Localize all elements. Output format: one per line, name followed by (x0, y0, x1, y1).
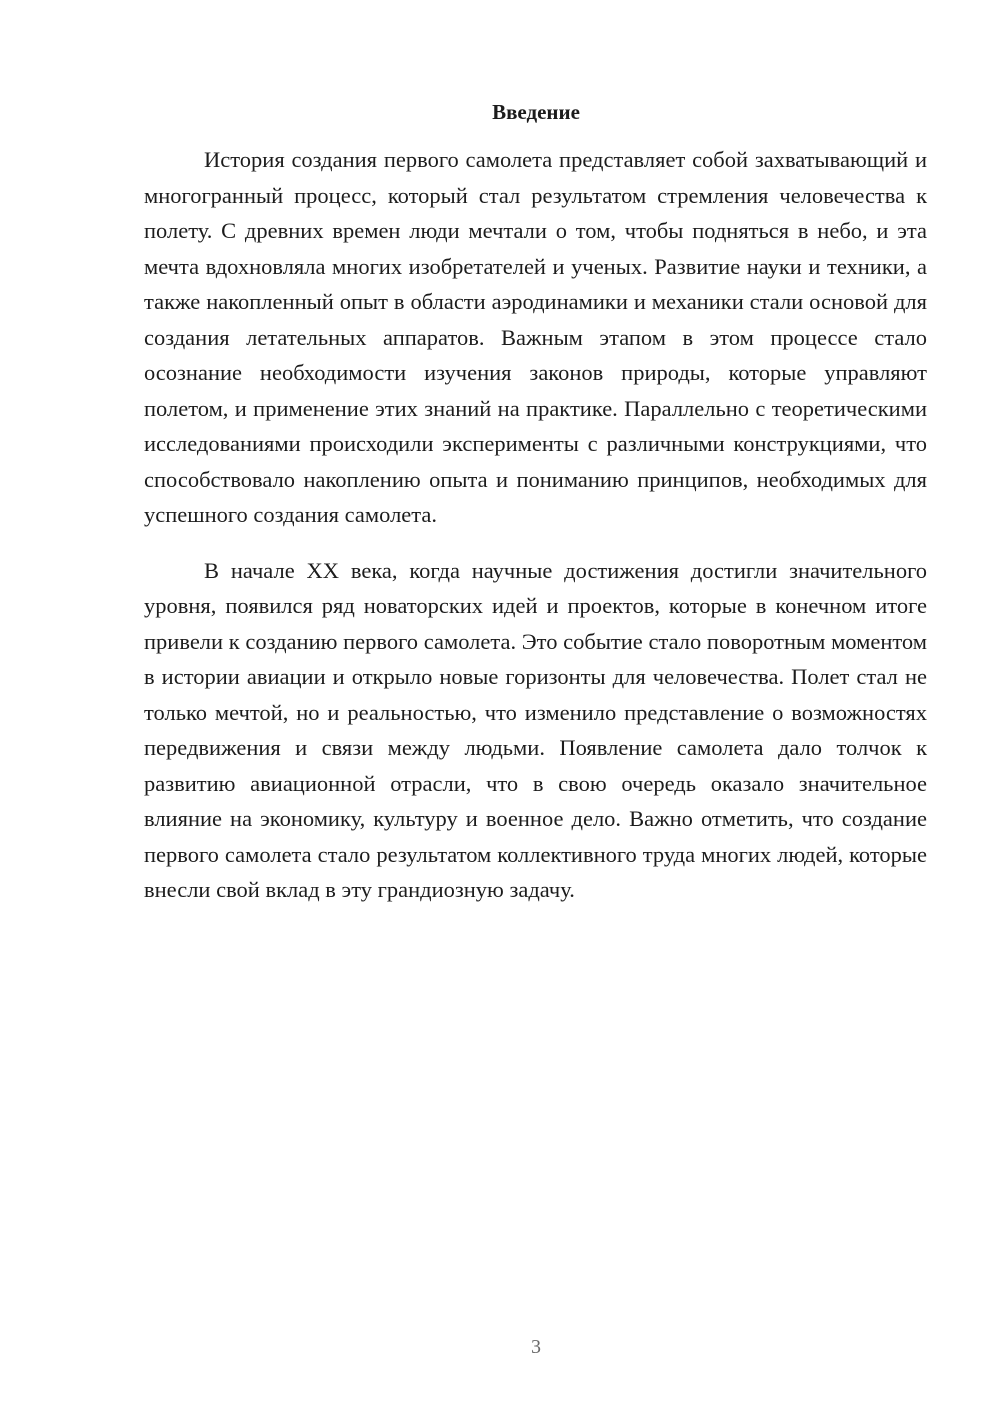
paragraph-2: В начале XX века, когда научные достижения достигли значительного уровня, появился ряд новаторских идей и проектов, которые в конечном итоге привели к созданию первого самолета. Это событие стало поворотным моментом в истории авиации и открыло новые горизонты для человечества. Полет стал не только мечтой, но и реальностью, что изменило представление о возможностях передвижения и связи между людьми. Появление самолета дало толчок к развитию авиационной отрасли, что в свою очередь оказало значительное влияние на экономику, культуру и военное дело. Важно отметить, что создание первого самолета стало результатом коллективного труда многих людей, которые внесли свой вклад в эту грандиозную задачу. (144, 557, 927, 902)
page-number: 3 (531, 1336, 541, 1358)
paragraph-1: История создания первого самолета представляет собой захватывающий и многогранный процесс, который стал результатом стремления человечества к полету. С древних времен люди мечтали о том, чтобы подняться в небо, и эта мечта вдохновляла многих изобретателей и ученых. Развитие науки и техники, а также накопленный опыт в области аэродинамики и механики стали основой для создания летательных аппаратов. Важным этапом в этом процессе стало осознание необходимости изучения законов природы, которые управляют полетом, и применение этих знаний на практике. Параллельно с теоретическими исследованиями происходили эксперименты с различными конструкциями, что способствовало накоплению опыта и пониманию принципов, необходимых для успешного создания самолета. (144, 147, 927, 527)
body-text (144, 142, 927, 908)
section-heading: Введение (492, 100, 580, 124)
